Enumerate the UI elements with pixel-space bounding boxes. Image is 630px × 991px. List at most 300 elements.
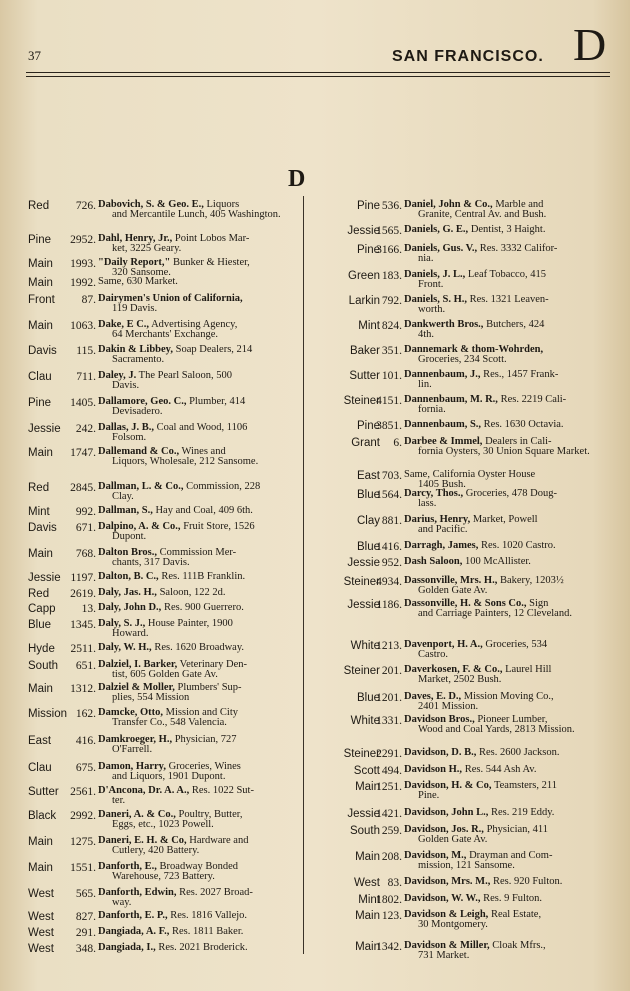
listing-text bbox=[98, 397, 296, 417]
phone-number: 1565. bbox=[376, 225, 402, 237]
listing-text bbox=[404, 715, 604, 735]
listing-name: Daniel, John & Co., bbox=[404, 199, 493, 210]
exchange-name: Blue bbox=[356, 692, 380, 704]
listing-name: Dallman, S., bbox=[98, 505, 153, 516]
listing-text bbox=[404, 692, 604, 712]
listing-detail: Res. 2021 Broderick. bbox=[155, 942, 248, 953]
listing-detail: Laurel Hill bbox=[502, 664, 552, 675]
listing-name: Davidson, M., bbox=[404, 850, 467, 861]
listing-name: Dassonville, H. & Sons Co., bbox=[404, 598, 527, 609]
listing-name: Daniels, Gus. V., bbox=[404, 243, 478, 254]
listing-name: Dannenbaum, M. R., bbox=[404, 394, 498, 405]
listing-detail: Coal and Wood, 1106 bbox=[154, 422, 248, 433]
phone-number: 291. bbox=[75, 927, 96, 939]
listing-detail: Bakery, 1203½ bbox=[497, 575, 564, 586]
listing-detail: Wines and bbox=[179, 446, 226, 457]
phone-number: 83. bbox=[387, 877, 402, 889]
listing-detail: Mission Moving Co., bbox=[461, 691, 554, 702]
listing-text bbox=[404, 244, 604, 264]
phone-number: 2952. bbox=[70, 234, 96, 246]
exchange-name: Blue bbox=[356, 489, 380, 501]
listing-name: Dairymen's Union of California, bbox=[98, 293, 243, 304]
listing-name: Daves, E. D., bbox=[404, 691, 462, 702]
listing-text bbox=[98, 522, 296, 542]
phone-number: 992. bbox=[75, 506, 96, 518]
listing-text bbox=[404, 515, 604, 535]
phone-number: 2845. bbox=[70, 482, 96, 494]
phone-number: 768. bbox=[75, 548, 96, 560]
listing-text bbox=[98, 320, 296, 340]
listing-address: plies, 554 Mission bbox=[112, 692, 190, 703]
listing-text bbox=[404, 345, 604, 365]
listing-text bbox=[404, 320, 604, 340]
exchange-name: Jessie bbox=[347, 808, 380, 820]
exchange-name: Mint bbox=[358, 320, 380, 332]
exchange-name: West bbox=[354, 877, 380, 889]
listing-address: Warehouse, 723 Battery. bbox=[112, 871, 215, 882]
phone-number: 703. bbox=[381, 470, 402, 482]
listing-address: worth. bbox=[418, 304, 446, 315]
listing-detail: Commission Mer- bbox=[157, 547, 237, 558]
listing-text bbox=[404, 200, 604, 220]
exchange-name: Scott bbox=[353, 765, 380, 777]
listing-name: Darcy, Thos., bbox=[404, 488, 464, 499]
phone-number: 824. bbox=[381, 320, 402, 332]
listing-detail: Real Estate, bbox=[488, 909, 542, 920]
exchange-name: Main bbox=[355, 851, 380, 863]
listing-text bbox=[98, 735, 296, 755]
listing-detail: Res. 900 Guerrero. bbox=[161, 602, 244, 613]
phone-number: 1186. bbox=[376, 599, 402, 611]
listing-address: Devisadero. bbox=[112, 406, 163, 417]
listing-name: Dahl, Henry, Jr., bbox=[98, 233, 173, 244]
listing-detail: Res. 2219 Cali- bbox=[497, 394, 567, 405]
listing-address: and Carriage Painters, 12 Cleveland. bbox=[418, 608, 572, 619]
listing-name: Dalton Bros., bbox=[98, 547, 158, 558]
listing-detail: Bunker & Hiester, bbox=[170, 257, 250, 268]
exchange-name: Baker bbox=[349, 345, 380, 357]
column-divider bbox=[303, 196, 304, 954]
listing-name: Dangiada, A. F., bbox=[98, 926, 170, 937]
phone-number: 1416. bbox=[376, 541, 402, 553]
listing-address: Front. bbox=[418, 279, 444, 290]
listing-detail: Res. 219 Eddy. bbox=[488, 807, 555, 818]
listing-address: lass. bbox=[418, 498, 437, 509]
listing-detail: Hardware and bbox=[186, 835, 249, 846]
listing-detail: Soap Dealers, 214 bbox=[172, 344, 253, 355]
exchange-name: Pine bbox=[356, 420, 380, 432]
listing-text bbox=[98, 423, 296, 443]
listing-name: Daly, Jas. H., bbox=[98, 587, 157, 598]
phone-number: 1213. bbox=[376, 640, 402, 652]
listing-name: Damcke, Otto, bbox=[98, 707, 164, 718]
listing-text bbox=[404, 557, 604, 567]
listing-address: and Pacific. bbox=[418, 524, 468, 535]
phone-number: 101. bbox=[381, 370, 402, 382]
exchange-name: Steiner bbox=[343, 395, 380, 407]
listing-text bbox=[404, 599, 604, 619]
listing-address: and Liquors, 1901 Dupont. bbox=[112, 771, 226, 782]
listing-detail: Res. 9 Fulton. bbox=[480, 893, 543, 904]
listing-address: nia. bbox=[418, 253, 434, 264]
listing-address: Howard. bbox=[112, 628, 149, 639]
listing-address: 64 Merchants' Exchange. bbox=[112, 329, 218, 340]
exchange-name: Jessie bbox=[347, 225, 380, 237]
listing-name: Davidson & Miller, bbox=[404, 940, 490, 951]
exchange-name: Steiner bbox=[343, 576, 380, 588]
listing-detail: Market, Powell bbox=[470, 514, 538, 525]
listing-detail: Leaf Tobacco, 415 bbox=[465, 269, 546, 280]
listing-text bbox=[404, 877, 604, 887]
exchange-name: Jessie bbox=[347, 599, 380, 611]
phone-number: 1421. bbox=[376, 808, 402, 820]
phone-number: 651. bbox=[75, 660, 96, 672]
listing-address: 1405 Bush. bbox=[418, 479, 466, 490]
listing-name: Davidson, John L., bbox=[404, 807, 489, 818]
listing-detail: Dentist, 3 Haight. bbox=[468, 224, 546, 235]
listing-name: Darius, Henry, bbox=[404, 514, 471, 525]
listing-text bbox=[98, 548, 296, 568]
listing-detail: Plumber, 414 bbox=[186, 396, 246, 407]
listing-address: Golden Gate Av. bbox=[418, 834, 488, 845]
exchange-name: White bbox=[350, 640, 380, 652]
phone-number: 2561. bbox=[70, 786, 96, 798]
listing-address: chants, 317 Davis. bbox=[112, 557, 190, 568]
listing-name: Daniels, J. L., bbox=[404, 269, 466, 280]
phone-number: 1197. bbox=[70, 572, 96, 584]
listing-text bbox=[404, 470, 604, 490]
listing-address: mission, 121 Sansome. bbox=[418, 860, 515, 871]
listing-text bbox=[98, 588, 296, 598]
phone-number: 3851. bbox=[376, 420, 402, 432]
listing-text bbox=[404, 437, 604, 457]
phone-number: 351. bbox=[381, 345, 402, 357]
listing-detail: Same, 630 Market. bbox=[98, 276, 178, 287]
listing-text bbox=[98, 345, 296, 365]
phone-number: 1342. bbox=[376, 941, 402, 953]
phone-number: 162. bbox=[75, 708, 96, 720]
listing-address: 731 Market. bbox=[418, 950, 470, 961]
listing-address: 4th. bbox=[418, 329, 435, 340]
exchange-name: Steiner bbox=[343, 665, 380, 677]
directory-page: 37 SAN FRANCISCO. D D Red 726. Dabovich, S. & Geo. E., Liquors and Mercantile Lunch, 405 Washington. Pine 2952. Dahl, Henry, Jr., Point Lobos Mar- ket, 3225 Geary. Main 1993. "Daily Report," Bunker & Hiester, 320 Sansome. Main 1992. Same, 630 Market. Front 87. Dairymen's Union of California, 119 Davis. Main 1063. Dake, E C., Advertising Agency, 64 Merchants' Exchange. Davis 115. Dakin & Libbey, Soap Dealers, 214 Sacramento. Clau 711. Daley, J. The Pearl Saloon, 500 Davis. Pine 1405. Dallamore, Geo. C., Plumber, 414 Devisadero. Jessie 242. Dallas, J. B., Coal and Wood, 1106 Folsom. Main 1747. Dallemand & Co., Wines and Liquors, Wholesale, 212 Sansome. Red 2845. Dallman, L. & Co., Commission, 228 Clay. Mint 992. Dallman, S., Hay and Coal, 409 6th. Davis 671. Dalpino, A. & Co., Fruit Store, 1526 Dupont. Main 768. Dalton Bros., Commission Mer- chants, 317 Davis. Jessie 1197. Dalton, B. C., Res. 111B Franklin. Red 2619. Daly, Jas. H., Saloon, 122 2d. Capp 13. Daly, John D., Res. 900 Guerrero. Blue 1345. Daly, S. J., House Painter, 1900 Howard. Hyde 2511. Daly, W. H., Res. 1620 Broadway. South 651. Dalziel, I. Barker, Veterinary Den- tist, 605 Golden Gate Av. Main 1312. Dalziel & Moller, Plumbers' Sup- plies, 554 Mission Mission 162. Damcke, Otto, Mission and City Transfer Co., 548 Valencia. East 416. Damkroeger, H., Physician, 727 O'Farrell. Clau 675. Damon, Harry, Groceries, Wines and Liquors, 1901 Dupont. Sutter 2561. D'Ancona, Dr. A. A., Res. 1022 Sut- ter. Black 2992. Daneri, A. & Co., Poultry, Butter, Eggs, etc., 1023 Powell. Main 1275. Daneri, E. H. & Co, Hardware and Cutlery, 420 Battery. Main 1551. Danforth, E., Broadway Bonded Warehouse, 723 Battery. West 565. Danforth, Edwin, Res. 2027 Broad- way. West 827. Danforth, E. P., Res. 1816 Vallejo. West 291. Dangiada, A. F., Res. 1811 Baker. West 348. Dangiada, I., Res. 2021 Broderick. Pine 536. Daniel, John & Co., Marble and Granite, Central Av. and Bush. Jessie 1565. Daniels, G. E., Dentist, 3 Haight. Pine 3166. Daniels, Gus. V., Res. 3332 Califor- nia. Green 183. Daniels, J. L., Leaf Tobacco, 415 Front. Larkin 792. Daniels, S. H., Res. 1321 Leaven- worth. Mint 824. Dankwerth Bros., Butchers, 424 4th. Baker 351. Dannemark & thom-Wohrden, Groceries, 234 Scott. Sutter 101. Dannenbaum, J., Res., 1457 Frank- lin. Steiner 4151. Dannenbaum, M. R., Res. 2219 Cali- fornia. Pine 3851. Dannenbaum, S., Res. 1630 Octavia. Grant 6. Darbee & Immel, Dealers in Cali- fornia Oysters, 30 Union Square Market. East 703. Same, California Oyster House 1405 Bush. Blue 1564. Darcy, Thos., Groceries, 478 Doug- lass. Clay 881. Darius, Henry, Market, Powell and Pacific. Blue 1416. Darragh, James, Res. 1020 Castro. Jessie 952. Dash Saloon, 100 McAllister. Steiner 4934. Dassonville, Mrs. H., Bakery, 1203½ Golden Gate Av. Jessie 1186. Dassonville, H. & Sons Co., Sign and Carriage Painters, 12 Cleveland. White 1213. Davenport, H. A., Groceries, 534 Castro. Steiner 201. Daverkosen, F. & Co., Laurel Hill Market, 2502 Bush. Blue 1201. Daves, E. D., Mission Moving Co., 2401 Mission. White 1331. Davidson Bros., Pioneer Lumber, Wood and Coal Yards, 2813 Mission. Steiner 2291. Davidson, D. B., Res. 2600 Jackson. Scott 494. Davidson H., Res. 544 Ash Av. Main 1251. Davidson, H. & Co, Teamsters, 211 Pine. Jessie 1421. Davidson, John L., Res. 219 Eddy. South 259. Davidson, Jos. R., Physician, 411 Golden Gate Av. Main 208. Davidson, M., Drayman and Com- mission, 121 Sansome. West 83. Davidson, Mrs. M., Res. 920 Fulton. Mint 1802. Davidson, W. W., Res. 9 Fulton. Main 123. Davidson & Leigh, Real Estate, 30 Montgomery. Main 1342. Davidson & Miller, Cloak Mfrs., 731 Market. bbox=[0, 0, 630, 991]
listing-name: Dassonville, Mrs. H., bbox=[404, 575, 498, 586]
listing-detail: Hay and Coal, 409 6th. bbox=[152, 505, 253, 516]
listing-text bbox=[98, 506, 296, 516]
listing-name: Dallman, L. & Co., bbox=[98, 481, 184, 492]
listing-name: Davidson & Leigh, bbox=[404, 909, 489, 920]
listing-text bbox=[98, 862, 296, 882]
phone-number: 259. bbox=[381, 825, 402, 837]
phone-number: 792. bbox=[381, 295, 402, 307]
listing-name: Davidson Bros., bbox=[404, 714, 475, 725]
listing-detail: Physician, 727 bbox=[172, 734, 237, 745]
listing-text bbox=[98, 888, 296, 908]
listing-detail: Res. 2027 Broad- bbox=[176, 887, 253, 898]
listing-name: Davidson, Jos. R., bbox=[404, 824, 484, 835]
listing-name: Davidson, W. W., bbox=[404, 893, 481, 904]
listing-address: Transfer Co., 548 Valencia. bbox=[112, 717, 227, 728]
listing-detail: Teamsters, 211 bbox=[491, 780, 557, 791]
phone-number: 1345. bbox=[70, 619, 96, 631]
listing-detail: Point Lobos Mar- bbox=[172, 233, 250, 244]
listing-detail: Veterinary Den- bbox=[177, 659, 248, 670]
listing-detail: Drayman and Com- bbox=[466, 850, 553, 861]
listing-text bbox=[98, 277, 296, 287]
listing-detail: Res. 1020 Castro. bbox=[478, 540, 556, 551]
listing-text bbox=[404, 489, 604, 509]
phone-number: 671. bbox=[75, 522, 96, 534]
phone-number: 952. bbox=[381, 557, 402, 569]
phone-number: 348. bbox=[75, 943, 96, 955]
exchange-name: Green bbox=[348, 270, 380, 282]
listing-name: Dash Saloon, bbox=[404, 556, 463, 567]
phone-number: 208. bbox=[381, 851, 402, 863]
listing-address: Granite, Central Av. and Bush. bbox=[418, 209, 547, 220]
listing-address: tist, 605 Golden Gate Av. bbox=[112, 669, 218, 680]
listing-text bbox=[98, 234, 296, 254]
phone-number: 2291. bbox=[376, 748, 402, 760]
phone-number: 6. bbox=[393, 437, 402, 449]
phone-number: 1201. bbox=[376, 692, 402, 704]
listing-name: Dannenbaum, S., bbox=[404, 419, 482, 430]
listing-detail: House Painter, 1900 bbox=[145, 618, 233, 629]
listing-text bbox=[404, 541, 604, 551]
listing-address: 30 Montgomery. bbox=[418, 919, 488, 930]
listing-detail: Marble and bbox=[492, 199, 544, 210]
listing-detail: Mission and City bbox=[163, 707, 238, 718]
phone-number: 183. bbox=[381, 270, 402, 282]
listing-detail: The Pearl Saloon, 500 bbox=[136, 370, 232, 381]
phone-number: 3166. bbox=[376, 244, 402, 256]
listing-address: Castro. bbox=[418, 649, 449, 660]
listing-address: Davis. bbox=[112, 380, 140, 391]
exchange-name: East bbox=[356, 470, 380, 482]
listing-name: Daly, John D., bbox=[98, 602, 162, 613]
header-index-letter: D bbox=[573, 19, 607, 70]
listing-detail: Fruit Store, 1526 bbox=[180, 521, 255, 532]
listing-name: Daly, W. H., bbox=[98, 642, 152, 653]
listing-text bbox=[404, 395, 604, 415]
listing-name: Damon, Harry, bbox=[98, 761, 166, 772]
phone-number: 2992. bbox=[70, 810, 96, 822]
exchange-name: Steiner bbox=[343, 748, 380, 760]
listing-detail: Liquors bbox=[203, 199, 240, 210]
exchange-name: Sutter bbox=[349, 370, 380, 382]
phone-number: 1312. bbox=[70, 683, 96, 695]
listing-text bbox=[98, 200, 296, 220]
phone-number: 87. bbox=[81, 294, 96, 306]
phone-number: 536. bbox=[381, 200, 402, 212]
listing-name: Darbee & Immel, bbox=[404, 436, 483, 447]
listing-text bbox=[98, 911, 296, 921]
listing-name: Daley, J. bbox=[98, 370, 137, 381]
listing-address: 320 Sansome. bbox=[112, 267, 171, 278]
header-rule-thin bbox=[26, 76, 610, 77]
phone-number: 416. bbox=[75, 735, 96, 747]
listing-text bbox=[404, 781, 604, 801]
listing-text bbox=[404, 270, 604, 290]
listing-address: 119 Davis. bbox=[112, 303, 158, 314]
listing-text bbox=[98, 786, 296, 806]
phone-number: 4934. bbox=[376, 576, 402, 588]
phone-number: 115. bbox=[76, 345, 96, 357]
listing-address: 2401 Mission. bbox=[418, 701, 479, 712]
listing-address: Sacramento. bbox=[112, 354, 165, 365]
exchange-name: Clay bbox=[356, 515, 380, 527]
listing-name: Dallamore, Geo. C., bbox=[98, 396, 187, 407]
listing-name: Daniels, S. H., bbox=[404, 294, 468, 305]
listing-text bbox=[98, 836, 296, 856]
listing-detail: Res. 2600 Jackson. bbox=[476, 747, 560, 758]
listing-address: Liquors, Wholesale, 212 Sansome. bbox=[112, 456, 259, 467]
listing-text bbox=[404, 748, 604, 758]
listing-detail: 100 McAllister. bbox=[462, 556, 531, 567]
listing-address: Folsom. bbox=[112, 432, 147, 443]
listing-detail: Advertising Agency, bbox=[149, 319, 238, 330]
listing-name: Davidson, D. B., bbox=[404, 747, 477, 758]
page-number: 37 bbox=[28, 48, 41, 63]
listing-address: Market, 2502 Bush. bbox=[418, 674, 502, 685]
phone-number: 881. bbox=[381, 515, 402, 527]
header-rule bbox=[26, 72, 610, 73]
listing-text bbox=[404, 225, 604, 235]
phone-number: 711. bbox=[76, 371, 96, 383]
listing-name: D'Ancona, Dr. A. A., bbox=[98, 785, 190, 796]
listing-detail: Commission, 228 bbox=[183, 481, 261, 492]
listing-name: Davidson H., bbox=[404, 764, 463, 775]
exchange-name: Main bbox=[355, 910, 380, 922]
listing-detail: Groceries, 478 Doug- bbox=[463, 488, 558, 499]
listing-address: Wood and Coal Yards, 2813 Mission. bbox=[418, 724, 575, 735]
listing-name: Davidson, Mrs. M., bbox=[404, 876, 491, 887]
listing-name: Dankwerth Bros., bbox=[404, 319, 484, 330]
listing-text bbox=[98, 371, 296, 391]
listing-detail: Res. 1811 Baker. bbox=[169, 926, 244, 937]
listing-name: Daneri, A. & Co., bbox=[98, 809, 176, 820]
listing-text bbox=[98, 660, 296, 680]
listing-detail: Res. 920 Fulton. bbox=[490, 876, 563, 887]
phone-number: 1405. bbox=[70, 397, 96, 409]
listing-detail: Res. 111B Franklin. bbox=[158, 571, 246, 582]
listing-name: Dangiada, I., bbox=[98, 942, 156, 953]
listing-detail: Broadway Bonded bbox=[156, 861, 238, 872]
listing-text bbox=[404, 420, 604, 430]
running-head-city: SAN FRANCISCO. bbox=[392, 48, 544, 65]
listing-address: lin. bbox=[418, 379, 432, 390]
exchange-name: Main bbox=[355, 941, 380, 953]
listing-text bbox=[98, 572, 296, 582]
listing-text bbox=[404, 910, 604, 930]
listing-address: Clay. bbox=[112, 491, 134, 502]
listing-text bbox=[98, 258, 296, 278]
listing-text bbox=[404, 665, 604, 685]
listing-text bbox=[98, 943, 296, 953]
listing-address: O'Farrell. bbox=[112, 744, 153, 755]
phone-number: 726. bbox=[75, 200, 96, 212]
listing-text bbox=[404, 851, 604, 871]
exchange-name: Jessie bbox=[347, 557, 380, 569]
listing-text bbox=[98, 482, 296, 502]
listing-text bbox=[404, 808, 604, 818]
listing-name: Dalziel, I. Barker, bbox=[98, 659, 178, 670]
phone-number: 201. bbox=[381, 665, 402, 677]
listing-name: "Daily Report," bbox=[98, 257, 171, 268]
listing-name: Daverkosen, F. & Co., bbox=[404, 664, 503, 675]
listing-address: fornia Oysters, 30 Union Square Market. bbox=[418, 446, 590, 457]
listing-name: Dallemand & Co., bbox=[98, 446, 180, 457]
listing-name: Dakin & Libbey, bbox=[98, 344, 173, 355]
listing-detail: Res. 1816 Vallejo. bbox=[167, 910, 248, 921]
phone-number: 827. bbox=[75, 911, 96, 923]
listing-name: Dannenbaum, J., bbox=[404, 369, 481, 380]
listing-detail: Res. 1630 Octavia. bbox=[481, 419, 564, 430]
phone-number: 2619. bbox=[70, 588, 96, 600]
listing-name: Dannemark & thom-Wohrden, bbox=[404, 344, 544, 355]
phone-number: 1251. bbox=[376, 781, 402, 793]
listing-text bbox=[404, 765, 604, 775]
phone-number: 1992. bbox=[70, 277, 96, 289]
listing-text bbox=[98, 619, 296, 639]
listing-name: Danforth, E. P., bbox=[98, 910, 168, 921]
listing-text bbox=[98, 447, 296, 467]
listing-text bbox=[98, 294, 296, 314]
phone-number: 1802. bbox=[376, 894, 402, 906]
listing-name: Danforth, E., bbox=[98, 861, 157, 872]
exchange-name: Grant bbox=[351, 437, 380, 449]
listing-detail: Res. 1321 Leaven- bbox=[467, 294, 549, 305]
section-heading: D bbox=[288, 166, 308, 192]
listing-detail: Pioneer Lumber, bbox=[474, 714, 548, 725]
listing-text bbox=[98, 683, 296, 703]
listing-detail: Res. 1620 Broadway. bbox=[151, 642, 245, 653]
listing-detail: Sign bbox=[526, 598, 549, 609]
listing-text bbox=[404, 825, 604, 845]
phone-number: 1331. bbox=[376, 715, 402, 727]
phone-number: 13. bbox=[81, 603, 96, 615]
exchange-name: Mint bbox=[358, 894, 380, 906]
listing-name: Damkroeger, H., bbox=[98, 734, 173, 745]
listing-text bbox=[404, 941, 604, 961]
exchange-name: Main bbox=[355, 781, 380, 793]
exchange-name: Pine bbox=[356, 200, 380, 212]
listing-name: Daneri, E. H. & Co, bbox=[98, 835, 187, 846]
listing-name: Danforth, Edwin, bbox=[98, 887, 177, 898]
listing-text bbox=[98, 927, 296, 937]
listing-name: Dalziel & Moller, bbox=[98, 682, 175, 693]
listing-name: Dabovich, S. & Geo. E., bbox=[98, 199, 204, 210]
listing-detail: Res. 3332 Califor- bbox=[477, 243, 558, 254]
listing-detail: Res., 1457 Frank- bbox=[480, 369, 559, 380]
listing-detail: Dealers in Cali- bbox=[482, 436, 552, 447]
listing-detail: Plumbers' Sup- bbox=[174, 682, 242, 693]
listing-text bbox=[98, 603, 296, 613]
phone-number: 565. bbox=[75, 888, 96, 900]
listing-detail: Groceries, 534 bbox=[482, 639, 548, 650]
listing-name: Davidson, H. & Co, bbox=[404, 780, 492, 791]
listing-name: Daly, S. J., bbox=[98, 618, 146, 629]
listing-name: Dake, E C., bbox=[98, 319, 150, 330]
phone-number: 675. bbox=[75, 762, 96, 774]
listing-address: Eggs, etc., 1023 Powell. bbox=[112, 819, 214, 830]
listing-text bbox=[404, 576, 604, 596]
phone-number: 1993. bbox=[70, 258, 96, 270]
listing-detail: Physician, 411 bbox=[483, 824, 549, 835]
phone-number: 4151. bbox=[376, 395, 402, 407]
exchange-name: Larkin bbox=[348, 295, 380, 307]
listing-detail: Same, California Oyster House bbox=[404, 469, 536, 480]
listing-address: Groceries, 234 Scott. bbox=[418, 354, 507, 365]
